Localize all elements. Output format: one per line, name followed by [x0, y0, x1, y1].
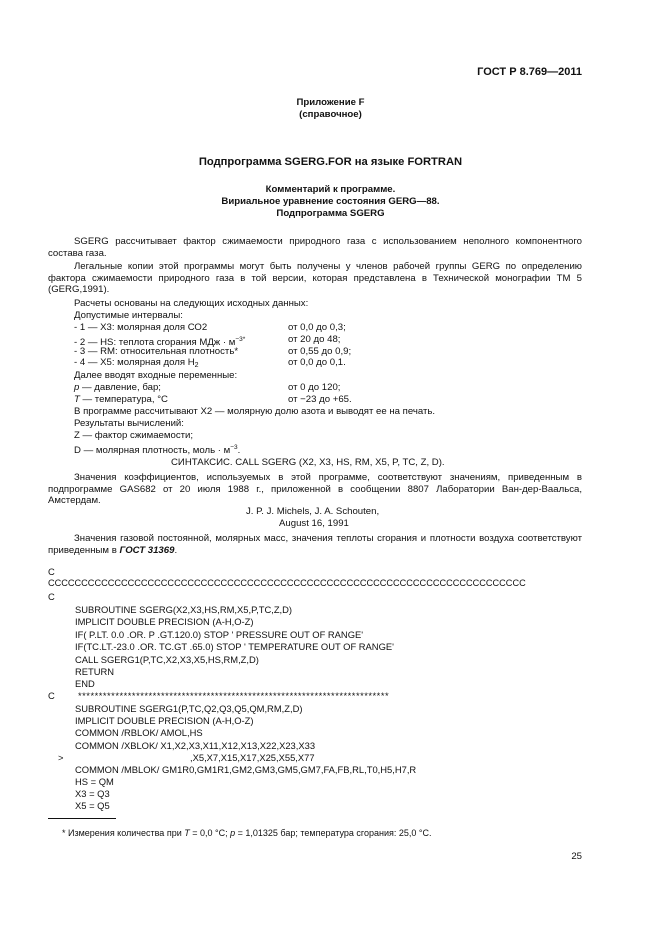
syntax-line: СИНТАКСИС. CALL SGERG (X2, X3, HS, RM, X5, P, TC, Z, D). — [171, 457, 445, 468]
page-number: 25 — [571, 851, 582, 862]
footnote-star: * — [62, 828, 66, 838]
interval-4-range: от 0,0 до 0,1. — [288, 357, 346, 368]
code-line-16: ,X5,X7,X15,X17,X25,X55,X77 — [190, 752, 315, 763]
code-line-18: HS = QM — [75, 776, 114, 787]
result-d-text: D — молярная плотность, моль · м — [74, 445, 231, 456]
code-label-11: C — [48, 690, 55, 701]
footnote-divider — [48, 818, 116, 819]
code-label-16: > — [58, 752, 64, 763]
code-line-12: SUBROUTINE SGERG1(P,TC,Q2,Q3,Q5,QM,RM,Z,D) — [75, 703, 303, 714]
interval-3-range: от 0,55 до 0,9; — [288, 346, 352, 357]
appendix-title: Приложение F — [296, 97, 365, 108]
paragraph-coefficients: Значения коэффициентов, используемых в этой программе, соответствуют значениям, приведенным в подпрограмме GAS682 от 20 июля 1988 г., приложенной в сообщении 8807 Лаборатории Ван-дер-Ваальса, Амстердам. — [48, 472, 582, 507]
footnote-T: T — [184, 828, 190, 838]
inputs-title: Далее вводят входные переменные: — [74, 370, 238, 381]
code-line-9: RETURN — [75, 666, 115, 677]
temperature-desc: — температура, °С — [79, 394, 168, 405]
code-line-4: SUBROUTINE SGERG(X2,X3,HS,RM,X5,P,TC,Z,D) — [75, 604, 293, 615]
result-d — [74, 442, 240, 456]
interval-1-range: от 0,0 до 0,3; — [288, 322, 346, 333]
comment-line-3: Подпрограмма SGERG — [276, 208, 385, 219]
paragraph-sgerg: SGERG рассчитывает фактор сжимаемости природного газа с использованием неполного компонентного состава газа. — [48, 236, 582, 259]
authors: J. P. J. Michels, J. A. Schouten, — [246, 506, 380, 517]
standard-header: ГОСТ Р 8.769—2011 — [477, 66, 582, 78]
footnote-text-1: Измерения количества при — [65, 828, 185, 838]
code-line-6: IF( P.LT. 0.0 .OR. P .GT.120.0) STOP ' PRESSURE OUT OF RANGE' — [75, 629, 364, 640]
result-d-post: . — [237, 445, 241, 456]
temperature-symbol: T — [74, 394, 80, 405]
input-pressure-range: от 0 до 120; — [288, 382, 341, 393]
input-temperature-range: от −23 до +65. — [288, 394, 352, 405]
code-line-14: COMMON /RBLOK/ AMOL,HS — [75, 727, 203, 738]
comment-line-2: Вириальное уравнение состояния GERG—88. — [221, 196, 440, 207]
interval-2-sup: −3* — [235, 336, 246, 343]
results-title: Результаты вычислений: — [74, 418, 184, 429]
code-line-7: IF(TC.LT.-23.0 .OR. TC.GT .65.0) STOP ' TEMPERATURE OUT OF RANGE' — [75, 641, 394, 652]
footnote-text-2: = 0,0 °С; — [189, 828, 231, 838]
constants-ref: ГОСТ 31369 — [119, 544, 175, 556]
interval-4-name — [74, 357, 199, 371]
appendix-kind: (справочное) — [299, 109, 362, 120]
result-d-sup: −3 — [230, 444, 238, 451]
code-line-20: X5 = Q5 — [75, 800, 110, 811]
constants-post: . — [174, 544, 178, 556]
code-label-1: C — [48, 566, 55, 577]
constants-text: Значения газовой постоянной, молярных масс, значения теплоты сгорания и плотности воздуха соответствуют приведенным в — [48, 533, 582, 556]
input-temperature — [74, 394, 168, 405]
interval-1-name: - 1 — X3: молярная доля СО2 — [74, 322, 208, 333]
code-line-8: CALL SGERG1(P,TC,X2,X3,X5,HS,RM,Z,D) — [75, 654, 259, 665]
basis-line: Расчеты основаны на следующих исходных данных: — [74, 298, 309, 309]
footnote-text-3: = 1,01325 бар; температура сгорания: 25,0 °С. — [235, 828, 432, 838]
interval-2-range: от 20 до 48; — [288, 334, 341, 345]
code-line-19: X3 = Q3 — [75, 788, 110, 799]
interval-2-text: - 2 — HS: теплота сгорания МДж · м — [74, 337, 236, 348]
intervals-title: Допустимые интервалы: — [74, 310, 183, 321]
code-line-17: COMMON /MBLOK/ GM1R0,GM1R1,GM2,GM3,GM5,GM7,FA,FB,RL,T0,H5,H7,R — [75, 764, 417, 775]
output-note: В программе рассчитывают Х2 — молярную долю азота и выводят ее на печать. — [74, 406, 436, 417]
input-pressure — [74, 382, 161, 393]
pressure-desc: — давление, бар; — [79, 382, 161, 393]
code-line-10: END — [75, 678, 95, 689]
paragraph-constants — [48, 533, 582, 556]
interval-4-text: - 4 — X5: молярная доля H — [74, 357, 195, 368]
paragraph-legal: Легальные копии этой программы могут быть получены у членов рабочей группы GERG по определению фактора сжимаемости природного газа в той версии, которая представлена в Технической монографии ТМ 5 (GERG,1991). — [48, 261, 582, 296]
interval-4-sub: 2 — [194, 362, 199, 369]
interval-3-name: - 3 — RM: относительная плотность* — [74, 346, 239, 357]
footnote — [62, 828, 432, 838]
pressure-symbol: p — [74, 382, 80, 393]
footnote-p: p — [230, 828, 236, 838]
code-label-3: C — [48, 591, 55, 602]
code-line-15: COMMON /XBLOK/ X1,X2,X3,X11,X12,X13,X22,X23,X33 — [75, 740, 316, 751]
comment-line-1: Комментарий к программе. — [265, 184, 396, 195]
result-z: Z — фактор сжимаемости; — [74, 430, 194, 441]
code-line-13: IMPLICIT DOUBLE PRECISION (A-H,O-Z) — [75, 715, 254, 726]
code-line-5: IMPLICIT DOUBLE PRECISION (A-H,O-Z) — [75, 616, 254, 627]
code-line-11: *************************************************************************** — [78, 690, 390, 701]
page-title: Подпрограмма SGERG.FOR на языке FORTRAN — [198, 156, 463, 168]
code-label-2: CCCCCCCCCCCCCCCCCCCCCCCCCCCCCCCCCCCCCCCCCCCCCCCCCCCCCCCCCCCCCCCCCCCCCCCC — [48, 578, 526, 588]
date: August 16, 1991 — [279, 518, 349, 529]
